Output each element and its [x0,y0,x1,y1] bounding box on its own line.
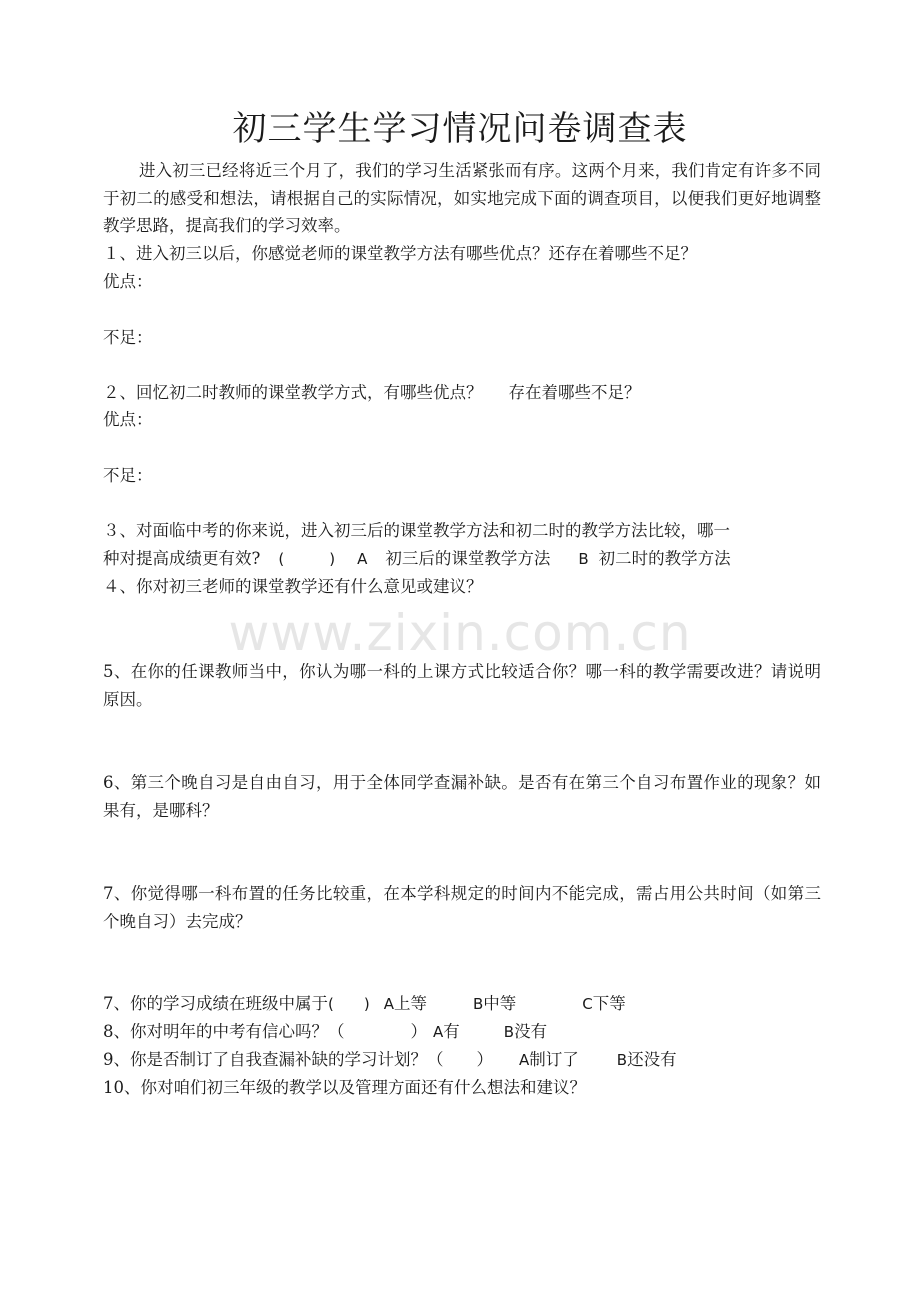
q8-answer-blank[interactable]: （ ） [328,1022,427,1041]
question-3-prefix: 种对提高成绩更有效? [103,549,261,568]
q7b-a: 上等 [393,994,427,1013]
q3-option-b-letter: B [578,550,589,568]
q7b-c: 下等 [592,994,626,1013]
page-title: 初三学生学习情况问卷调查表 [232,109,688,149]
q9-answer-blank[interactable]: （ ） [427,1050,493,1069]
q2-pros-label: 优点： [103,410,153,429]
question-2 [103,381,641,405]
q7b-b: 中等 [483,994,517,1013]
q8-prefix: 8、你对明年的中考有信心吗？ [103,1022,328,1041]
q9-b: 还没有 [627,1050,677,1069]
question-3-line-1: ３、对面临中考的你来说，进入初三后的课堂教学方法和初二时的教学方法比较，哪一 [103,521,730,540]
q7b-answer-blank[interactable]: ( ) [328,995,370,1013]
question-3-line-2 [103,547,731,571]
q9-prefix: 9、你是否制订了自我查漏补缺的学习计划？ [103,1050,427,1069]
q2-cons-label: 不足： [103,466,153,485]
q8-a: 有 [443,1022,460,1041]
question-5: 5、在你的任课教师当中，你认为哪一科的上课方式比较适合你？哪一科的教学需要改进？请说明原因。 [103,662,821,709]
question-4: ４、你对初三老师的课堂教学还有什么意见或建议？ [103,577,483,596]
intro-paragraph: 进入初三已经将近三个月了，我们的学习生活紧张而有序。这两个月来，我们肯定有许多不同于初二的感受和想法，请根据自己的实际情况，如实地完成下面的调查项目，以便我们更好地调整教学思路，提高我们的学习效率。 [103,161,821,235]
q9-a-letter: A [519,1051,530,1069]
watermark: www.zixin.com.cn [228,604,692,662]
q8-a-letter: A [433,1023,444,1041]
q8-b: 没有 [514,1022,548,1041]
q9-a: 制订了 [529,1050,579,1069]
q7b-b-letter: B [472,995,484,1013]
q3-option-b: 初二时的教学方法 [598,549,731,568]
q7b-prefix: 7、你的学习成绩在班级中属于 [103,994,328,1013]
q3-option-a: 初三后的课堂教学方法 [385,549,551,568]
q7b-a-letter: A [383,995,394,1013]
q8-b-letter: B [503,1023,515,1041]
question-8 [103,1020,547,1044]
question-7-grades [103,992,626,1016]
question-3-answer-blank[interactable]: ( ) [278,550,336,568]
q1-pros-label: 优点： [103,272,153,291]
question-2-text: ２、回忆初二时教师的课堂教学方式，有哪些优点？ [103,383,483,402]
q1-cons-label: 不足： [103,328,153,347]
question-1: １、进入初三以后，你感觉老师的课堂教学方法有哪些优点？还存在着哪些不足？ [103,244,697,263]
question-7-task-load: 7、你觉得哪一科布置的任务比较重，在本学科规定的时间内不能完成，需占用公共时间（如第三个晚自习）去完成？ [103,884,821,931]
q7b-c-letter: C [582,995,593,1013]
q9-b-letter: B [616,1051,628,1069]
question-10: 10、你对咱们初三年级的教学以及管理方面还有什么想法和建议？ [103,1078,586,1097]
question-2-text-2: 存在着哪些不足？ [508,383,641,402]
question-9 [103,1048,677,1072]
q3-option-a-letter: A [357,550,368,568]
question-6: 6、第三个晚自习是自由自习，用于全体同学查漏补缺。是否有在第三个自习布置作业的现象？如果有，是哪科？ [103,773,821,820]
